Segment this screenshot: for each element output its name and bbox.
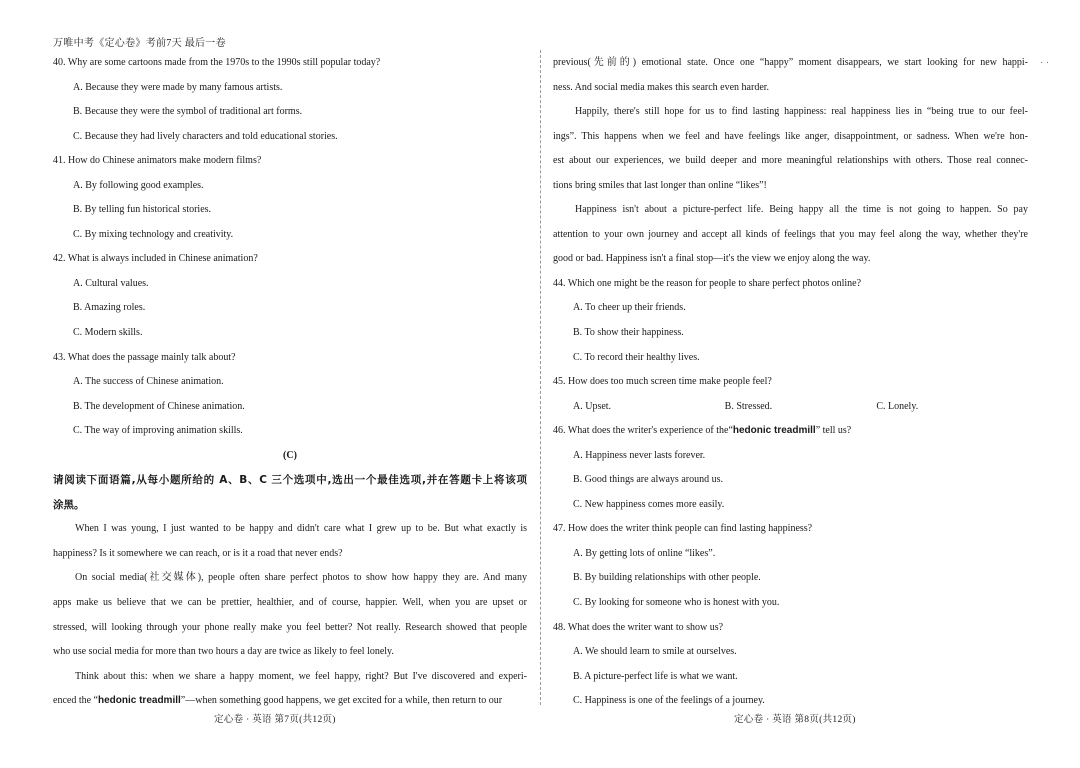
question-40-option-a: A. Because they were made by many famous artists.	[73, 81, 283, 93]
question-44-option-a: A. To cheer up their friends.	[573, 302, 686, 314]
hedonic-treadmill-term: hedonic treadmill	[732, 425, 816, 437]
question-42-option-c: C. Modern skills.	[73, 327, 143, 339]
section-instruction-line-1: 请阅读下面语篇,从每小题所给的 A、B、C 三个选项中,选出一个最佳选项,并在答题卡上将该项	[53, 474, 527, 487]
passage-line: ings”. This happens when we feel and have feelings like anger, disappointment, or sadness. When we're hon-	[553, 130, 1028, 142]
passage-line: Think about this: when we share a happy moment, we feel happy, right? But I've discovered and experi-	[75, 670, 527, 682]
passage-line: When I was young, I just wanted to be happy and didn't care what I grew up to be. But what exactly is	[75, 523, 527, 535]
question-41-stem: 41. How do Chinese animators make modern films?	[53, 155, 262, 167]
footer-page-7: 定心卷 · 英语 第7页(共12页)	[214, 715, 336, 725]
passage-line: good or bad. Happiness isn't a final stop—it's the view we enjoy along the way.	[553, 253, 871, 265]
question-45-option-b: B. Stressed.	[724, 400, 773, 412]
page-header: 万唯中考《定心卷》考前7天 最后一卷	[53, 38, 226, 49]
question-46-option-b: B. Good things are always around us.	[573, 474, 723, 486]
passage-text: ”—when something good happens, we get excited for a while, then return to our	[180, 695, 503, 707]
question-47-option-c: C. By looking for someone who is honest with you.	[573, 597, 780, 609]
question-41-option-b: B. By telling fun historical stories.	[73, 204, 212, 216]
question-47-option-a: A. By getting lots of online “likes”.	[573, 547, 716, 559]
question-46-stem-text: ” tell us?	[815, 425, 852, 437]
question-44-option-c: C. To record their healthy lives.	[573, 351, 700, 363]
edge-mark: · ·	[1040, 58, 1050, 69]
question-41-option-c: C. By mixing technology and creativity.	[73, 228, 234, 240]
section-c-title: (C)	[283, 449, 297, 461]
footer-page-8: 定心卷 · 英语 第8页(共12页)	[734, 715, 856, 725]
question-46-option-a: A. Happiness never lasts forever.	[573, 449, 706, 461]
question-48-option-c: C. Happiness is one of the feelings of a journey.	[573, 695, 765, 707]
question-45-stem: 45. How does too much screen time make people feel?	[553, 376, 772, 388]
question-46-option-c: C. New happiness comes more easily.	[573, 498, 725, 510]
passage-text: enced the “	[53, 695, 98, 707]
question-40-option-b: B. Because they were the symbol of traditional art forms.	[73, 106, 303, 118]
question-48-stem: 48. What does the writer want to show us?	[553, 621, 724, 633]
hedonic-treadmill-term: hedonic treadmill	[97, 695, 181, 707]
right-column	[553, 51, 1028, 714]
section-instruction-line-2: 涂黑。	[53, 498, 85, 511]
passage-line: Happily, there's still hope for us to find lasting happiness: real happiness lies in “being true to our feel-	[575, 106, 1028, 118]
question-47-stem: 47. How does the writer think people can find lasting happiness?	[553, 523, 813, 535]
passage-line: On social media(社交媒体), people often share perfect photos to show how happy they are. And many	[75, 572, 527, 584]
question-42-stem: 42. What is always included in Chinese animation?	[53, 253, 258, 265]
question-41-option-a: A. By following good examples.	[73, 179, 204, 191]
question-45-option-c: C. Lonely.	[876, 400, 919, 412]
passage-line: previous(先前的) emotional state. Once one “happy” moment disappears, we start looking for new happi-	[553, 57, 1028, 68]
passage-line: Happiness isn't about a picture-perfect life. Being happy all the time is not going to happen. So pay	[575, 204, 1028, 216]
passage-line: apps make us believe that we can be prettier, healthier, and of course, happier. Well, when you are upset or	[53, 597, 527, 609]
question-43-option-a: A. The success of Chinese animation.	[73, 376, 224, 388]
question-45-options	[553, 395, 1028, 420]
column-divider	[540, 50, 541, 705]
question-40-option-c: C. Because they had lively characters and told educational stories.	[73, 130, 338, 142]
question-47-option-b: B. By building relationships with other people.	[573, 572, 761, 584]
passage-line: stressed, will looking through your phone really make you feel better? Not really. Research showed that people	[53, 621, 527, 633]
passage-line: attention to your own journey and accept all kinds of feelings that you may feel along the way, whether they're	[553, 228, 1028, 240]
question-43-option-c: C. The way of improving animation skills.	[73, 425, 243, 437]
passage-line: happiness? Is it somewhere we can reach, or is it a road that never ends?	[53, 547, 343, 559]
question-43-option-b: B. The development of Chinese animation.	[73, 400, 245, 412]
question-45-option-a: A. Upset.	[573, 400, 612, 412]
question-44-option-b: B. To show their happiness.	[573, 327, 684, 339]
question-48-option-a: A. We should learn to smile at ourselves.	[573, 646, 737, 658]
question-42-option-b: B. Amazing roles.	[73, 302, 146, 314]
left-column	[53, 51, 527, 714]
question-40-stem: 40. Why are some cartoons made from the 1970s to the 1990s still popular today?	[53, 57, 381, 68]
passage-line: who use social media for more than two hours a day are twice as likely to feel lonely.	[53, 646, 394, 658]
question-46-stem	[553, 419, 1028, 444]
passage-line: est about our experiences, we build deeper and more meaningful relationships with others. Those real connec-	[553, 155, 1028, 167]
question-43-stem: 43. What does the passage mainly talk about?	[53, 351, 236, 363]
question-46-stem-text: 46. What does the writer's experience of the“	[553, 425, 733, 437]
question-48-option-b: B. A picture-perfect life is what we want.	[573, 670, 738, 682]
passage-line: ness. And social media makes this search even harder.	[553, 81, 770, 93]
passage-line: tions bring smiles that last longer than online “likes”!	[553, 179, 767, 191]
question-42-option-a: A. Cultural values.	[73, 277, 149, 289]
question-44-stem: 44. Which one might be the reason for people to share perfect photos online?	[553, 277, 862, 289]
